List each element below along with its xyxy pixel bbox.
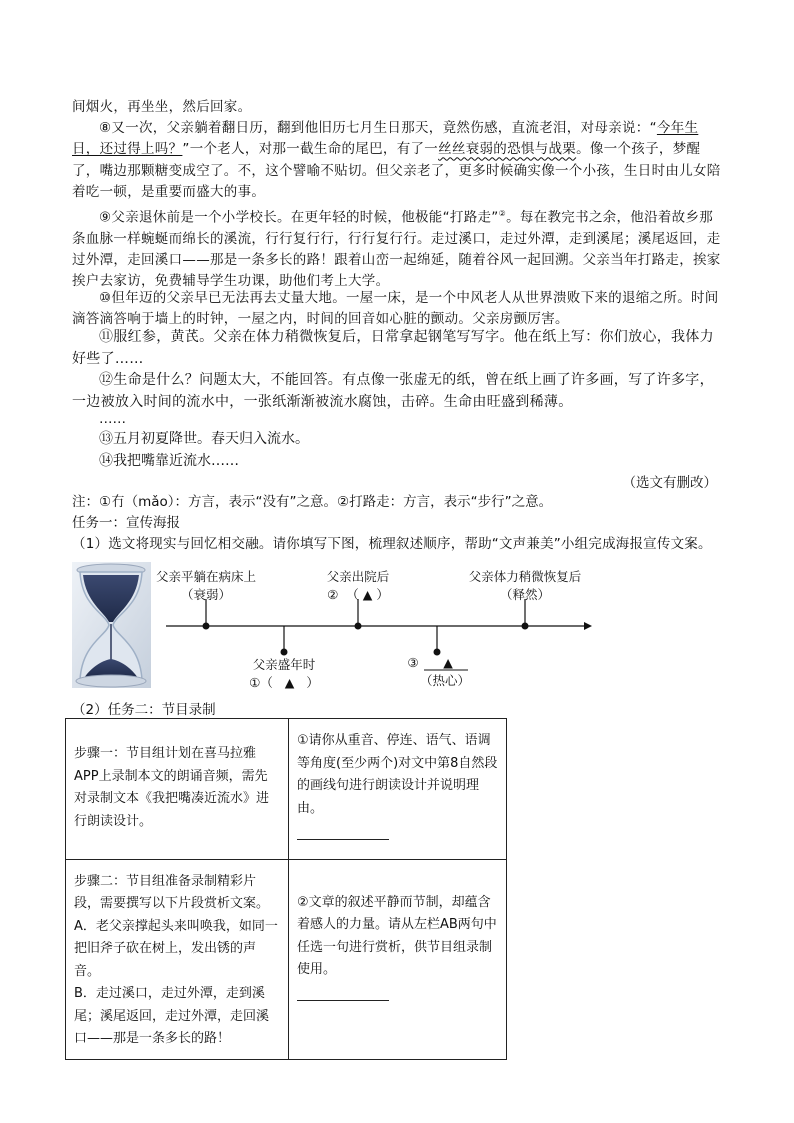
paragraph-9 xyxy=(72,203,722,293)
paragraph-14: ⑭我把嘴靠近流水…… xyxy=(99,453,239,469)
paragraph-8 xyxy=(72,118,722,203)
paragraph-11: ⑪服红参，黄芪。父亲在体力稍微恢复后，日常拿起钢笔写写字。他在纸上写：你们放心，我体力好些了…… xyxy=(72,329,714,367)
timeline-node-2-title: 父亲出院后 xyxy=(326,569,390,584)
task2-prompt: ②文章的叙述平静而节制，却蕴含着感人的力量。请从左栏AB两句中任选一句进行赏析，供节目组录制使用。 xyxy=(297,894,497,977)
step2-option-a: A．老父亲撑起头来叫唤我，如同一把旧斧子砍在树上，发出锈的声音。 xyxy=(74,918,278,979)
table-cell-task2 xyxy=(289,859,507,1059)
answer-blank-2[interactable] xyxy=(297,999,389,1001)
paragraph-13: ⑬五月初夏降世。春天归入流水。 xyxy=(99,431,309,447)
timeline-node-1-sub: （衰弱） xyxy=(180,587,231,602)
timeline-node-3-sub: （释然） xyxy=(499,587,550,602)
task2-title: （2）任务二：节目录制 xyxy=(72,702,216,718)
timeline-node-3-title: 父亲体力稍微恢复后 xyxy=(468,569,582,584)
table-cell-step1: 步骤一：节目组计划在喜马拉雅APP上录制本文的朗诵音频，需先对录制文本《我把嘴凑近流水》进行朗读设计。 xyxy=(66,719,289,860)
hourglass-image xyxy=(72,562,151,688)
p8-text-a: ⑧又一次，父亲躺着翻日历，翻到他旧历七月生日那天，竟然伤感，直流老泪，对母亲说：“ xyxy=(99,120,657,136)
note-marker-2: ② xyxy=(498,209,507,218)
timeline-node-5-triangle: ▲ xyxy=(443,655,453,670)
footnotes: 注：①冇（mǎo）：方言，表示“没有”之意。②打路走：方言，表示“步行”之意。 xyxy=(72,494,553,510)
p8-text-b: ”一个老人，对那一截生命的尾巴，有了一 xyxy=(182,141,439,158)
table-cell-step2 xyxy=(66,859,289,1059)
p9-text-b: 。每在教完书之余，他沿着故乡那条血脉一样蜿蜒而绵长的溪流，行行复行行，行行复行行。走过溪口，走过外潭，走到溪尾；溪尾返回，走过外潭，走回溪口——那是一条多长的路！跟着山峦一起绵延，随着谷风一起回溯。父亲当年打路走，挨家挨户去家访，免费辅导学生功课，助他们考上大学。 xyxy=(72,209,721,290)
paragraph-continued: 间烟火，再坐坐，然后回家。 xyxy=(72,99,252,115)
p8-wavy-phrase: 丝丝衰弱的恐惧与战栗 xyxy=(438,141,577,158)
timeline-node-4 xyxy=(240,655,328,691)
table-row xyxy=(66,719,507,860)
paragraph-10: ⑩但年迈的父亲早已无法再去丈量大地。一屋一床，是一个中风老人从世界溃败下来的退缩之所。时间滴答滴答响于墙上的时钟，一屋之内，时间的回音如心脏的颤动。父亲房颤厉害。 xyxy=(72,290,719,328)
timeline-node-5-sub: （热心） xyxy=(419,673,470,688)
timeline-node-5-num: ③ xyxy=(407,655,419,670)
ellipsis: …… xyxy=(99,411,126,427)
task1-prompt: ①请你从重音、停连、语气、语调等角度(至少两个)对文中第8自然段的画线句进行朗读设计并说明理由。 xyxy=(297,733,498,816)
source-note: （选文有删改） xyxy=(622,475,717,491)
task1-title: 任务一：宣传海报 xyxy=(72,515,180,531)
answer-blank-1[interactable] xyxy=(297,838,389,840)
table-cell-task1 xyxy=(289,719,507,860)
p8-text-c: 。像一个孩子，梦醒了，嘴边那颗糖变成空了。不，这个譬喻不贴切。但父亲老了，更多时候确实像一个小孩，生日时由儿女陪着吃一顿，是重要而盛大的事。 xyxy=(72,141,721,200)
timeline-node-2-sub: ② （ ▲ ） xyxy=(327,587,389,602)
task1-question: （1）选文将现实与回忆相交融。请你填写下图，梳理叙述顺序，帮助“文声兼美”小组完成海报宣传文案。 xyxy=(72,536,712,552)
timeline-node-4-sub: ①（ ▲ ） xyxy=(249,675,319,690)
timeline-node-1 xyxy=(150,567,262,603)
step2-option-b: B．走过溪口，走过外潭，走到溪尾；溪尾返回，走过外潭，走回溪口——那是一条多长的路！ xyxy=(74,986,270,1046)
table-row xyxy=(66,859,507,1059)
step2-intro: 步骤二：节目组准备录制精彩片段，需要撰写以下片段赏析文案。 xyxy=(74,873,270,911)
task-table xyxy=(65,718,507,1060)
p9-text-a: ⑨父亲退休前是一个小学校长。在更年轻的时候，他极能“打路走” xyxy=(99,209,499,226)
timeline-node-4-title: 父亲盛年时 xyxy=(252,657,316,672)
timeline-node-3 xyxy=(463,567,587,603)
p8-underlined-question: 今年生日，还过得上吗？ xyxy=(72,120,699,158)
paragraph-12: ⑫生命是什么？问题太大，不能回答。有点像一张虚无的纸，曾在纸上画了许多画，写了许多字，一边被放入时间的流水中，一张纸渐渐被流水腐蚀，击碎。生命由旺盛到稀薄。 xyxy=(72,372,714,410)
timeline-node-1-title: 父亲平躺在病床上 xyxy=(155,569,256,584)
timeline-node-2 xyxy=(312,567,404,603)
